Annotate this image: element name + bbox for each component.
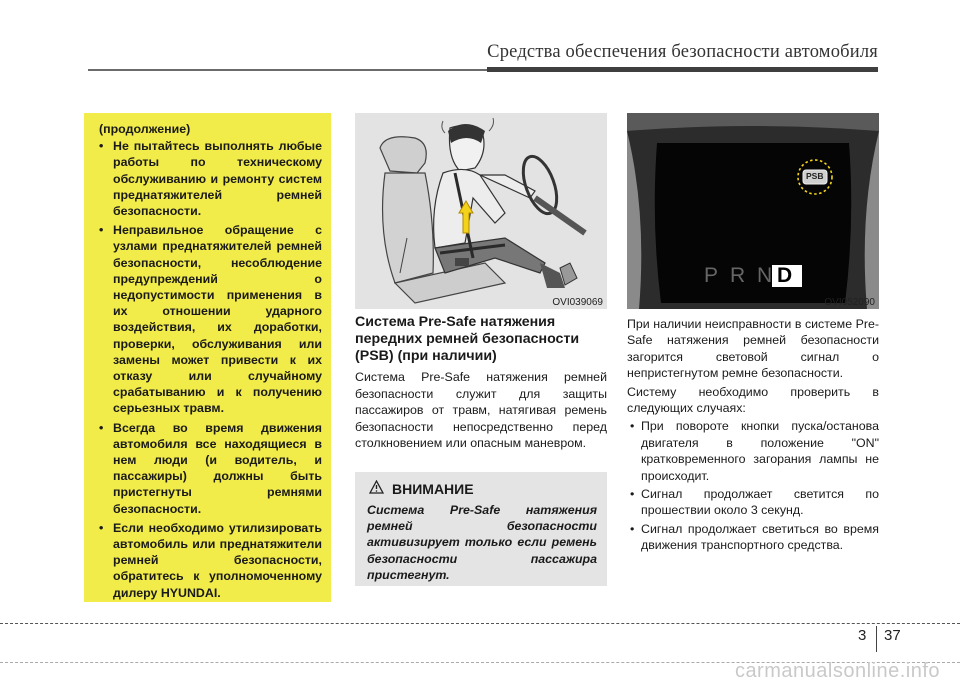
check-conditions-list (627, 418, 879, 553)
section-body: Система Pre-Safe натяжения ремней безопасности служит для защиты пассажиров от травм, натягивая ремень безопасности непосредственно перед столкновением или опасным маневром. (355, 370, 607, 450)
figure-cluster-display (627, 113, 879, 309)
check-condition-item: • При повороте кнопки пуска/останова двигателя в положение "ON" кратковременного загорания лампы не происходит. (627, 418, 879, 484)
gear-p: P (704, 264, 719, 287)
psb-indicator-icon: PSB (806, 171, 824, 181)
continuation-label: (продолжение) (99, 122, 191, 136)
malfunction-paragraph: При наличии неисправности в системе Pre-Safe натяжения ремней безопасности загорится световой сигнал о непристегнутом ремне безопасности. (627, 317, 879, 381)
warning-text: Система Pre-Safe натяжения ремней безопасности активизирует только если ремень безопасности пассажира пристегнут. (367, 503, 597, 582)
page-number: 37 (884, 627, 901, 644)
warning-box (355, 472, 607, 586)
watermark-text: carmanualsonline.info (734, 660, 940, 682)
page-number-separator (876, 626, 877, 652)
chapter-number: 3 (858, 627, 867, 644)
figure-code: OVI052090 (824, 297, 875, 308)
check-condition-item: • Сигнал продолжает светится по прошествии около 3 секунд. (627, 486, 879, 519)
gear-n: N (757, 264, 773, 287)
footer-rule (0, 623, 960, 624)
check-condition-item: • Сигнал продолжает светиться во время движения транспортного средства. (627, 521, 879, 554)
gear-r: R (730, 264, 746, 287)
warning-heading (369, 480, 597, 497)
caution-box (84, 113, 331, 602)
gear-d: D (777, 264, 793, 287)
figure-code: OVI039069 (552, 297, 603, 308)
figure-seatbelt-illustration (355, 113, 607, 309)
caution-item: • Неправильное обращение с узлами преднатяжителей ремней безопасности, несоблюдение предупреждений о недопустимости применения в их отношении ударного воздействия, их доработки, проверки, обслуживания или замены может привести к их отказу или случайному срабатыванию и к получению серьезных травм. (99, 222, 322, 416)
caution-item: • Если необходимо утилизировать автомобиль или преднатяжители ремней безопасности, обратитесь к уполномоченному дилеру HYUNDAI. (99, 520, 322, 601)
header-rule-thick (487, 67, 878, 72)
right-column (627, 316, 879, 556)
cluster-display-drawing (627, 113, 879, 309)
caution-item: • Не пытайтесь выполнять любые работы по техническому обслуживанию и ремонту систем преднатяжителей ремней безопасности. (99, 138, 322, 219)
check-paragraph: Систему необходимо проверить в следующих случаях: (627, 384, 879, 416)
page-header-title: Средства обеспечения безопасности автомобиля (487, 42, 878, 62)
driver-seatbelt-drawing (355, 113, 607, 309)
caution-item: • Всегда во время движения автомобиля все находящиеся в нем люди (и водитель, и пассажиры) должны быть пристегнуты ремнями безопасности. (99, 420, 322, 517)
caution-list (93, 138, 322, 601)
warning-triangle-icon (369, 480, 384, 497)
warning-heading-text: ВНИМАНИЕ (392, 480, 474, 497)
section-title: Система Pre-Safe натяжения передних ремней безопасности (PSB) (при наличии) (355, 314, 580, 364)
